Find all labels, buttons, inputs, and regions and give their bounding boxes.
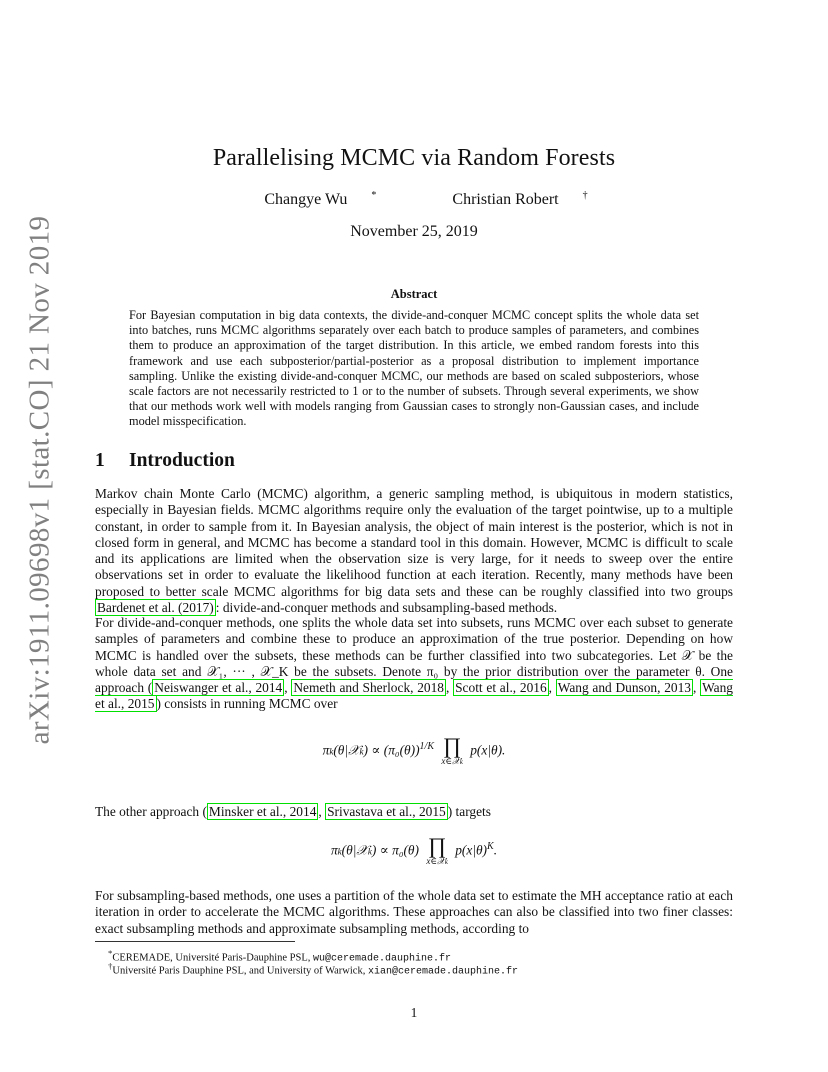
- citation-link[interactable]: Neiswanger et al., 2014: [154, 680, 283, 696]
- abstract-text: For Bayesian computation in big data contexts, the divide-and-conquer MCMC concept splits the whole data set into batches, runs MCMC algorithms separately over each batch to produce samples of parameters, and combines them to produce an approximation of the target distribution. In this article, we embed random forests into this framework and use each subposterior/partial-posterior as a proposal distribution to implement importance sampling. Unlike the existing divide-and-conquer MCMC, our methods are based on scaled subposteriors, whose scale factors are not necessarily restricted to 1 or to the number of subsets. Through several experiments, we show that our methods work well with models ranging from Gaussian cases to strongly non-Gaussian cases, and include model misspecification.: [129, 308, 699, 429]
- citation-link[interactable]: Wang and Dunson, 2013: [557, 680, 691, 696]
- paragraph: For divide-and-conquer methods, one splits the whole data set into subsets, runs MCMC over each subset to generate samples of parameters and combine these to produce an approximation of the true posterior. Depending on how MCMC is handled over the subsets, these methods can be further classified into two subcategories. Let 𝒳 be the whole data set and 𝒳₁, ··· , 𝒳_K be the subsets. Denote π₀ by the prior distribution over the parameter θ. One approach ( Neiswanger et al., 2014 , Nemeth and Sherlock, 2018 , Scott et al., 2016 , Wang and Dunson, 2013 , Wang et al., 2015 ) consists in running MCMC over: [95, 615, 733, 712]
- email-link[interactable]: xian@ceremade.dauphine.fr: [367, 966, 518, 978]
- paper-date: November 25, 2019: [350, 223, 478, 240]
- paragraph: Markov chain Monte Carlo (MCMC) algorithm, a generic sampling method, is ubiquitous in modern statistics, especially in Bayesian fields. MCMC algorithms require only the evaluation of the target pointwise, up to a multiple constant, in order to sample from it. In Bayesian analysis, the object of main interest is the posterior, which is not in closed form in general, and MCMC has become a standard tool in this domain. However, MCMC is difficult to scale and its applications are limited when the observation size is very large, for it needs to sweep over the entire observations set in order to evaluate the likelihood function at each iteration. Recently, many methods have been proposed to better scale MCMC algorithms for big data sets and these can be roughly classified into two groups Bardenet et al. (2017) : divide-and-conquer methods and subsampling-based methods.: [95, 486, 733, 616]
- author: Christian Robert †: [452, 190, 588, 209]
- citation-link[interactable]: Wang et al., 2015: [95, 680, 733, 712]
- author: Changye Wu *: [264, 190, 377, 209]
- paper-title: Parallelising MCMC via Random Forests: [212, 145, 616, 171]
- arxiv-stamp: arXiv:1911.09698v1 [stat.CO] 21 Nov 2019: [23, 215, 56, 745]
- citation-link[interactable]: Bardenet et al. (2017): [97, 600, 214, 616]
- citation-link[interactable]: Minsker et al., 2014: [208, 804, 317, 819]
- section-number: 1: [95, 450, 105, 471]
- citation-link[interactable]: Srivastava et al., 2015: [327, 804, 446, 819]
- author-list: [0, 190, 828, 209]
- email-link[interactable]: wu@ceremade.dauphine.fr: [313, 953, 452, 965]
- footnote-rule: [95, 941, 295, 942]
- section-title: Introduction: [129, 450, 235, 471]
- author-mark: *: [371, 190, 377, 201]
- paragraph: The other approach ( Minsker et al., 2014 , Srivastava et al., 2015 ) targets: [95, 804, 491, 819]
- section-heading: [95, 450, 235, 472]
- author-mark: †: [582, 190, 588, 201]
- equation: πk(θ|𝒳k) ∝ $(\pi_0(\theta))^{1/K}$ ∏ x∈𝒳k p(x|θ).: [322, 733, 506, 766]
- citation-link[interactable]: Nemeth and Sherlock, 2018: [293, 680, 445, 696]
- paragraph: For subsampling-based methods, one uses a partition of the whole data set to estimate the MH acceptance ratio at each iteration in order to accelerate the MCMC algorithms. These approaches can also be classified into two finer classes: exact subsampling methods and approximate subsampling methods, according to: [95, 888, 733, 936]
- page-number: 1: [410, 1005, 418, 1020]
- footnote: *CEREMADE, Université Paris-Dauphine PSL, wu@ceremade.dauphine.fr: [108, 948, 452, 965]
- equation: πk(θ|𝒳k) ∝ π₀(θ) ∏ x∈𝒳k $p(x|\theta)^K$.: [330, 833, 498, 866]
- abstract-heading: Abstract: [390, 287, 438, 301]
- footnote: †Université Paris Dauphine PSL, and University of Warwick, xian@ceremade.dauphine.fr: [108, 961, 518, 978]
- citation-link[interactable]: Scott et al., 2016: [455, 680, 547, 696]
